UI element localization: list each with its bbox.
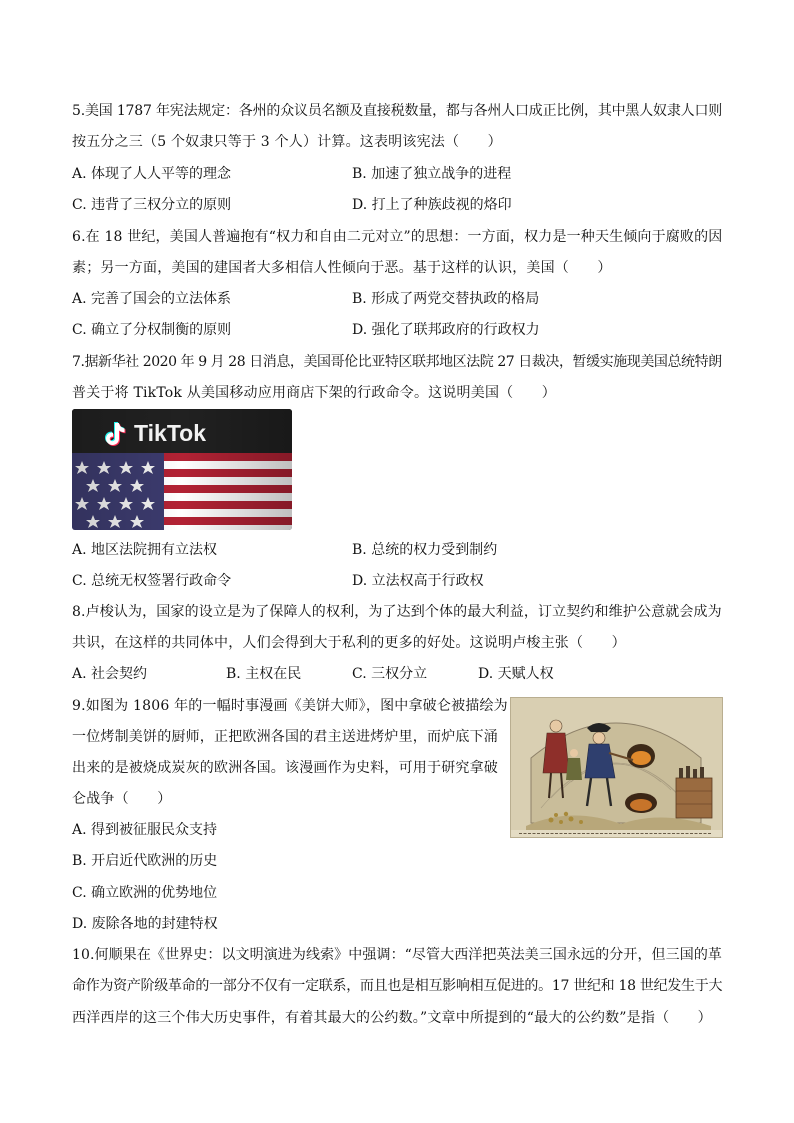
- question-10-text: 命作为资产阶级革命的一部分不仅有一定联系，而且也是相互影响相互促进的。17 世纪和 18 世纪发生于大: [72, 978, 723, 994]
- question-8-text: 8.卢梭认为，国家的设立是为了保障人的权利，为了达到个体的最大利益，订立契约和维护公意就会成为: [72, 604, 722, 620]
- question-5-text: 按五分之三（5 个奴隶只等于 3 个人）计算。这表明该宪法（ ）: [72, 134, 502, 150]
- q9-option-c: C. 确立欧洲的优势地位: [72, 885, 218, 901]
- question-9-text: 9.如图为 1806 年的一幅时事漫画《美饼大师》，图中拿破仑被描绘为: [72, 698, 508, 714]
- napoleon-cartoon-image: [510, 697, 723, 838]
- question-6-text: 素；另一方面，美国的建国者大多相信人性倾向于恶。基于这样的认识，美国（ ）: [72, 260, 612, 276]
- question-9-text: 一位烤制美饼的厨师，正把欧洲各国的君主送进烤炉里，而炉底下涌: [72, 729, 498, 745]
- q6-option-d: D. 强化了联邦政府的行政权力: [352, 322, 540, 338]
- q8-option-d: D. 天赋人权: [478, 666, 554, 682]
- question-10-text: 10.何顺果在《世界史：以文明演进为线索》中强调：“尽管大西洋把英法美三国永远的分开，但三国的革: [72, 947, 723, 963]
- q8-option-a: A. 社会契约: [72, 666, 148, 682]
- question-9-text: 出来的是被烧成炭灰的欧洲各国。该漫画作为史料，可用于研究拿破: [72, 760, 498, 776]
- question-9-text: 仑战争（ ）: [72, 791, 172, 807]
- q9-option-b: B. 开启近代欧洲的历史: [72, 853, 218, 869]
- question-5-text: 5.美国 1787 年宪法规定：各州的众议员名额及直接税数量，都与各州人口成正比例，其中黑人奴隶人口则: [72, 103, 723, 119]
- q6-option-a: A. 完善了国会的立法体系: [72, 291, 232, 307]
- question-7-text: 7.据新华社 2020 年 9 月 28 日消息，美国哥伦比亚特区联邦地区法院 27 日裁决，暂缓实施现美国总统特朗: [72, 354, 722, 370]
- q9-option-d: D. 废除各地的封建特权: [72, 916, 218, 932]
- q6-option-b: B. 形成了两党交替执政的格局: [352, 291, 540, 307]
- q6-option-c: C. 确立了分权制衡的原则: [72, 322, 232, 338]
- question-6-text: 6.在 18 世纪，美国人普遍抱有“权力和自由二元对立”的思想：一方面，权力是一种天生倾向于腐败的因: [72, 229, 723, 245]
- question-10-text: 西洋西岸的这三个伟大历史事件，有着其最大的公约数。”文章中所提到的“最大的公约数”是指（ ）: [72, 1010, 712, 1026]
- question-8-text: 共识，在这样的共同体中，人们会得到大于私利的更多的好处。这说明卢梭主张（ ）: [72, 635, 626, 651]
- tiktok-logo-text: TikTok: [134, 420, 206, 446]
- q5-option-a: A. 体现了人人平等的理念: [72, 166, 232, 182]
- q7-option-b: B. 总统的权力受到制约: [352, 542, 498, 558]
- q8-option-c: C. 三权分立: [352, 666, 428, 682]
- q7-option-a: A. 地区法院拥有立法权: [72, 542, 218, 558]
- q5-option-d: D. 打上了种族歧视的烙印: [352, 197, 512, 213]
- tiktok-flag-photo: [72, 409, 292, 530]
- q5-option-b: B. 加速了独立战争的进程: [352, 166, 512, 182]
- question-7-text: 普关于将 TikTok 从美国移动应用商店下架的行政命令。这说明美国（ ）: [72, 385, 556, 401]
- q8-option-b: B. 主权在民: [226, 666, 302, 682]
- q9-option-a: A. 得到被征服民众支持: [72, 822, 218, 838]
- q5-option-c: C. 违背了三权分立的原则: [72, 197, 232, 213]
- q7-option-c: C. 总统无权签署行政命令: [72, 573, 232, 589]
- q7-option-d: D. 立法权高于行政权: [352, 573, 484, 589]
